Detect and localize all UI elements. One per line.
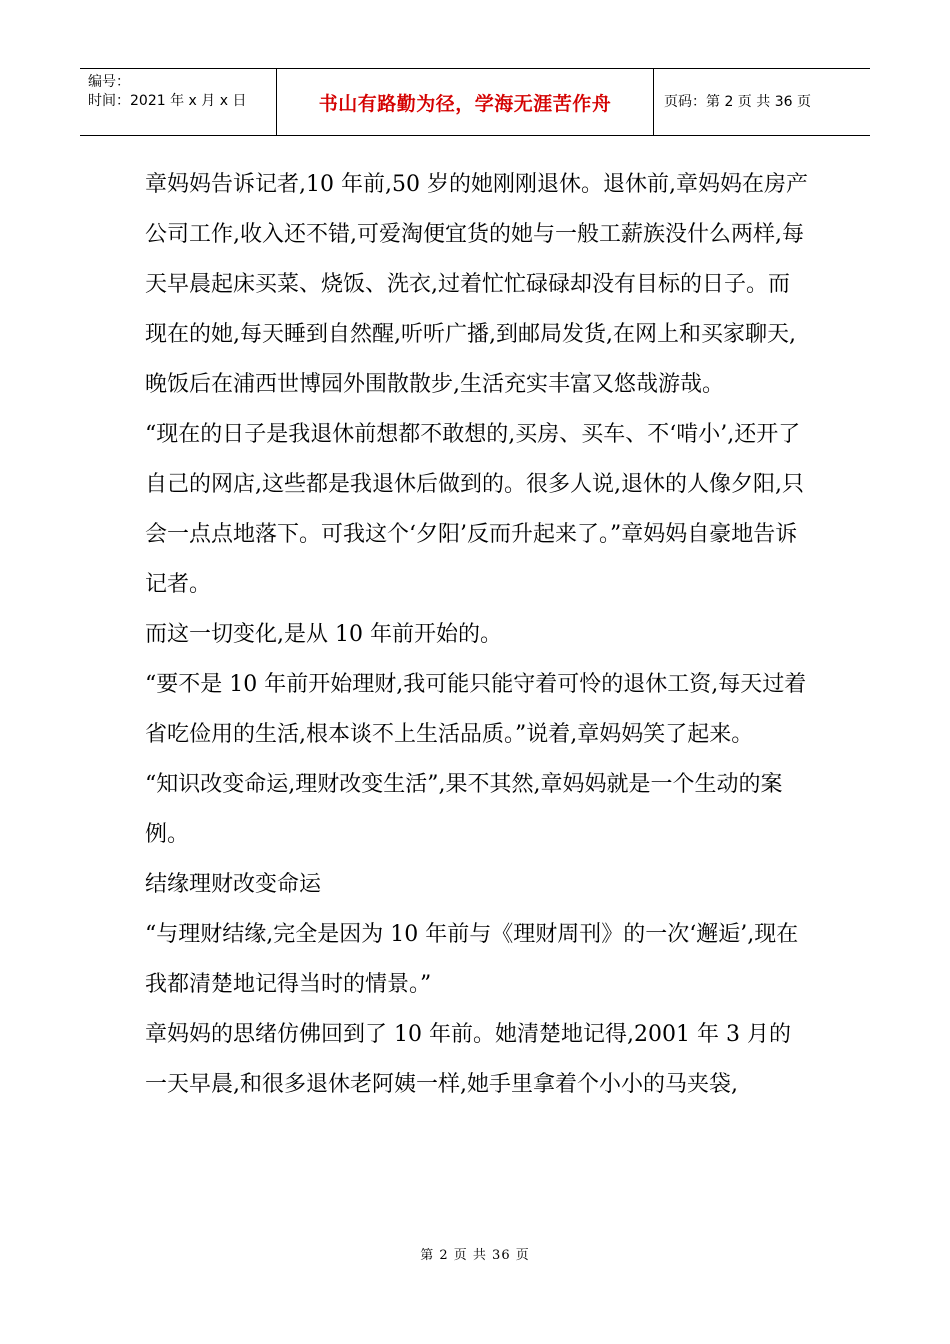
- page-footer: 第 2 页 共 36 页: [420, 1248, 530, 1263]
- paragraph: 章妈妈的思绪仿佛回到了 10 年前。她清楚地记得,2001 年 3 月的一天早晨,和很多退休老阿姨一样,她手里拿着个小小的马夹袋,: [145, 1022, 791, 1097]
- header-meta: [80, 69, 276, 135]
- page-header: [80, 68, 870, 136]
- paragraph: 章妈妈告诉记者,10 年前,50 岁的她刚刚退休。退休前,章妈妈在房产公司工作,收入还不错,可爱淘便宜货的她与一般工薪族没什么两样,每天早晨起床买菜、烧饭、洗衣,过着忙忙碌碌却没有目标的日子。而现在的她,每天睡到自然醒,听听广播,到邮局发货,在网上和买家聊天,晚饭后在浦西世博园外围散散步,生活充实丰富又悠哉游哉。: [145, 172, 808, 397]
- date-label: 时间：2021 年 x 月 x 日: [88, 93, 247, 109]
- paragraph: 而这一切变化,是从 10 年前开始的。: [145, 622, 502, 647]
- article-body: [145, 160, 810, 1110]
- header-motto-cell: [276, 69, 654, 135]
- paragraph: “知识改变命运,理财改变生活”,果不其然,章妈妈就是一个生动的案例。: [145, 772, 783, 847]
- section-heading: 结缘理财改变命运: [145, 872, 322, 897]
- paragraph: “现在的日子是我退休前想都不敢想的,买房、买车、不‘啃小’,还开了自己的网店,这些都是我退休后做到的。很多人说,退休的人像夕阳,只会一点点地落下。可我这个‘夕阳’反而升起来了。”章妈妈自豪地告诉记者。: [145, 422, 804, 597]
- paragraph: “与理财结缘,完全是因为 10 年前与《理财周刊》的一次‘邂逅’,现在我都清楚地记得当时的情景。”: [145, 922, 799, 997]
- number-label: 编号：: [88, 74, 130, 90]
- paragraph: “要不是 10 年前开始理财,我可能只能守着可怜的退休工资,每天过着省吃俭用的生活,根本谈不上生活品质。”说着,章妈妈笑了起来。: [145, 672, 807, 747]
- header-page-cell: [654, 69, 870, 135]
- motto-text: 书山有路勤为径，学海无涯苦作舟: [318, 92, 612, 115]
- page-info: 页码：第 2 页 共 36 页: [664, 93, 811, 110]
